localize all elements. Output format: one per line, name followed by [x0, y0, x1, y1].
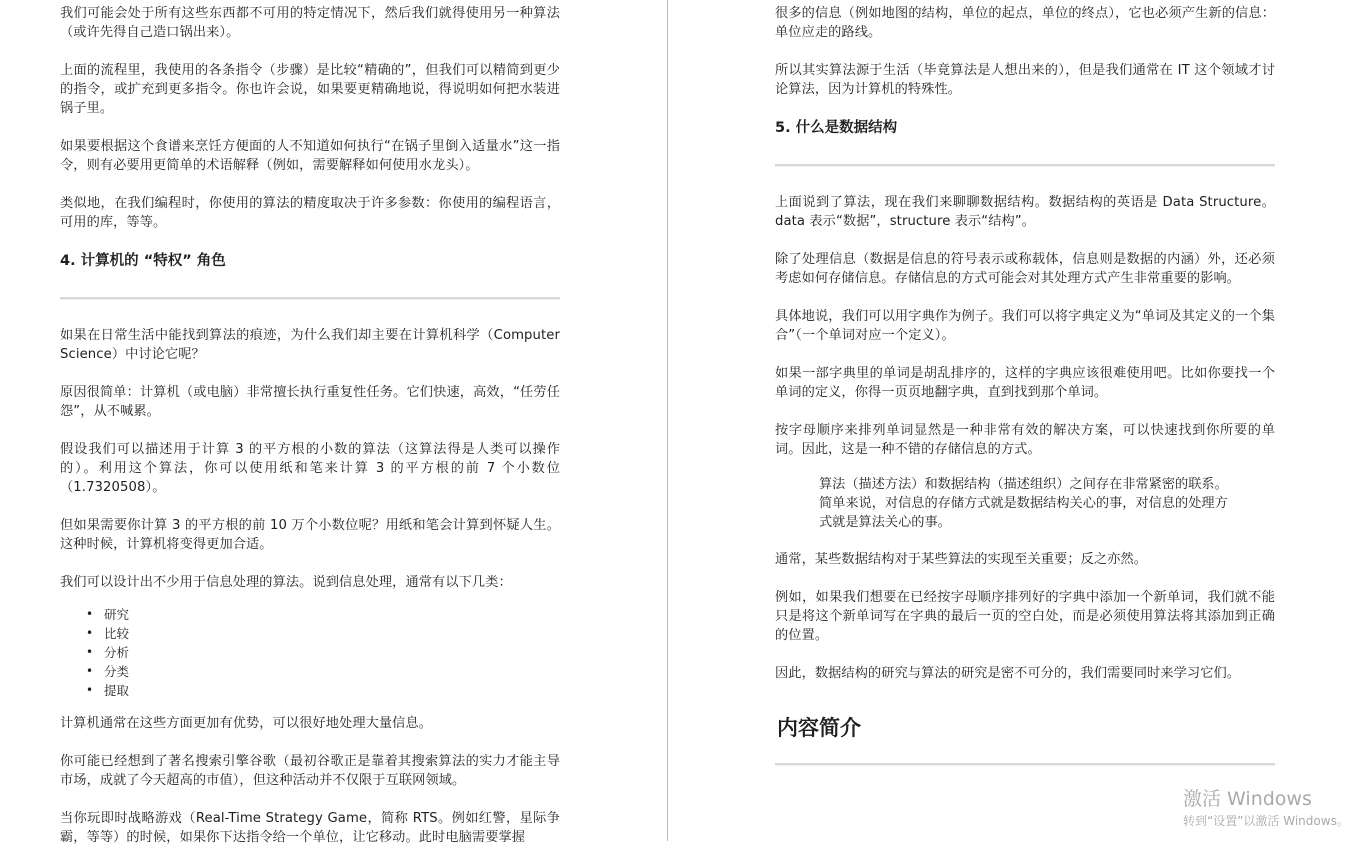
paragraph: 如果要根据这个食谱来烹饪方便面的人不知道如何执行“在锅子里倒入适量水”这一指令，则有必要用更简单的术语解释（例如，需要解释如何使用水龙头）。	[60, 139, 560, 173]
section-divider	[60, 297, 560, 300]
paragraph: 按字母顺序来排列单词显然是一种非常有效的解决方案，可以快速找到你所要的单词。因此，这是一种不错的存储信息的方式。	[775, 423, 1275, 457]
paragraph: 例如，如果我们想要在已经按字母顺序排列好的字典中添加一个新单词，我们就不能只是将这个新单词写在字典的最后一页的空白处，而是必须使用算法将其添加到正确的位置。	[775, 590, 1275, 643]
paragraph: 除了处理信息（数据是信息的符号表示或称载体，信息则是数据的内涵）外，还必须考虑如何存储信息。存储信息的方式可能会对其处理方式产生非常重要的影响。	[775, 252, 1275, 286]
section-divider	[775, 164, 1275, 167]
right-document-page	[669, 0, 1349, 841]
paragraph: 通常，某些数据结构对于某些算法的实现至关重要；反之亦然。	[775, 552, 1148, 567]
section-heading-4: 4. 计算机的 “特权” 角色	[60, 253, 226, 269]
content-intro-heading: 内容简介	[777, 716, 861, 740]
left-document-page	[0, 0, 668, 845]
paragraph: 很多的信息（例如地图的结构，单位的起点，单位的终点），它也必须产生新的信息：单位应走的路线。	[775, 6, 1275, 40]
page-divider	[667, 0, 668, 841]
left-page-content	[60, 4, 560, 866]
quote-line: 算法（描述方法）和数据结构（描述组织）之间存在非常紧密的联系。	[819, 477, 1228, 492]
list-item: • 分类	[104, 662, 560, 681]
paragraph: 具体地说，我们可以用字典作为例子。我们可以将字典定义为“单词及其定义的一个集合”（一个单词对应一个定义）。	[775, 309, 1275, 343]
paragraph: 上面的流程里，我使用的各条指令（步骤）是比较“精确的”，但我们可以精简到更少的指令，或扩充到更多指令。你也许会说，如果要更精确地说，得说明如何把水装进锅子里。	[60, 63, 560, 116]
section-heading-5: 5. 什么是数据结构	[775, 120, 898, 136]
quote-line: 简单来说，对信息的存储方式就是数据结构关心的事，对信息的处理方式就是算法关心的事。	[819, 496, 1228, 530]
paragraph: 我们可以设计出不少用于信息处理的算法。说到信息处理，通常有以下几类：	[60, 575, 512, 590]
section-divider	[775, 763, 1275, 766]
paragraph: 我们可能会处于所有这些东西都不可用的特定情况下，然后我们就得使用另一种算法（或许先得自己造口锅出来）。	[60, 6, 560, 40]
paragraph: 但如果需要你计算 3 的平方根的前 10 万个小数位呢？用纸和笔会计算到怀疑人生。这种时候，计算机将变得更加合适。	[60, 518, 560, 552]
paragraph: 你可能已经想到了著名搜索引擎谷歌（最初谷歌正是靠着其搜索算法的实力才能主导市场，成就了今天超高的市值），但这种活动并不仅限于互联网领域。	[60, 754, 560, 788]
paragraph: 因此，数据结构的研究与算法的研究是密不可分的，我们需要同时来学习它们。	[775, 666, 1241, 681]
bullet-list	[60, 605, 560, 700]
paragraph: 所以其实算法源于生活（毕竟算法是人想出来的），但是我们通常在 IT 这个领域才讨论算法，因为计算机的特殊性。	[775, 63, 1275, 97]
windows-activation-watermark	[1183, 788, 1349, 830]
block-quote	[819, 475, 1235, 532]
paragraph: 上面说到了算法，现在我们来聊聊数据结构。数据结构的英语是 Data Structure。data 表示“数据”，structure 表示“结构”。	[775, 195, 1275, 229]
watermark-subtitle: 转到“设置”以激活 Windows。	[1183, 814, 1349, 828]
list-item: • 研究	[104, 605, 560, 624]
paragraph: 类似地，在我们编程时，你使用的算法的精度取决于许多参数：你使用的编程语言，可用的库，等等。	[60, 196, 560, 230]
paragraph: 如果在日常生活中能找到算法的痕迹，为什么我们却主要在计算机科学（Computer Science）中讨论它呢？	[60, 328, 560, 362]
list-item: • 比较	[104, 624, 560, 643]
paragraph: 当你玩即时战略游戏（Real-Time Strategy Game，简称 RTS。例如红警，星际争霸，等等）的时候，如果你下达指令给一个单位，让它移动。此时电脑需要掌握	[60, 811, 560, 845]
list-item: • 分析	[104, 643, 560, 662]
list-item: • 提取	[104, 681, 560, 700]
paragraph: 假设我们可以描述用于计算 3 的平方根的小数的算法（这算法得是人类可以操作的）。利用这个算法，你可以使用纸和笔来计算 3 的平方根的前 7 个小数位（1.7320508）。	[60, 442, 560, 495]
paragraph: 如果一部字典里的单词是胡乱排序的，这样的字典应该很难使用吧。比如你要找一个单词的定义，你得一页页地翻字典，直到找到那个单词。	[775, 366, 1275, 400]
right-page-content	[775, 4, 1275, 792]
watermark-title: 激活 Windows	[1183, 788, 1312, 810]
paragraph: 原因很简单：计算机（或电脑）非常擅长执行重复性任务。它们快速，高效，“任劳任怨”，从不喊累。	[60, 385, 560, 419]
paragraph: 计算机通常在这些方面更加有优势，可以很好地处理大量信息。	[60, 716, 433, 731]
